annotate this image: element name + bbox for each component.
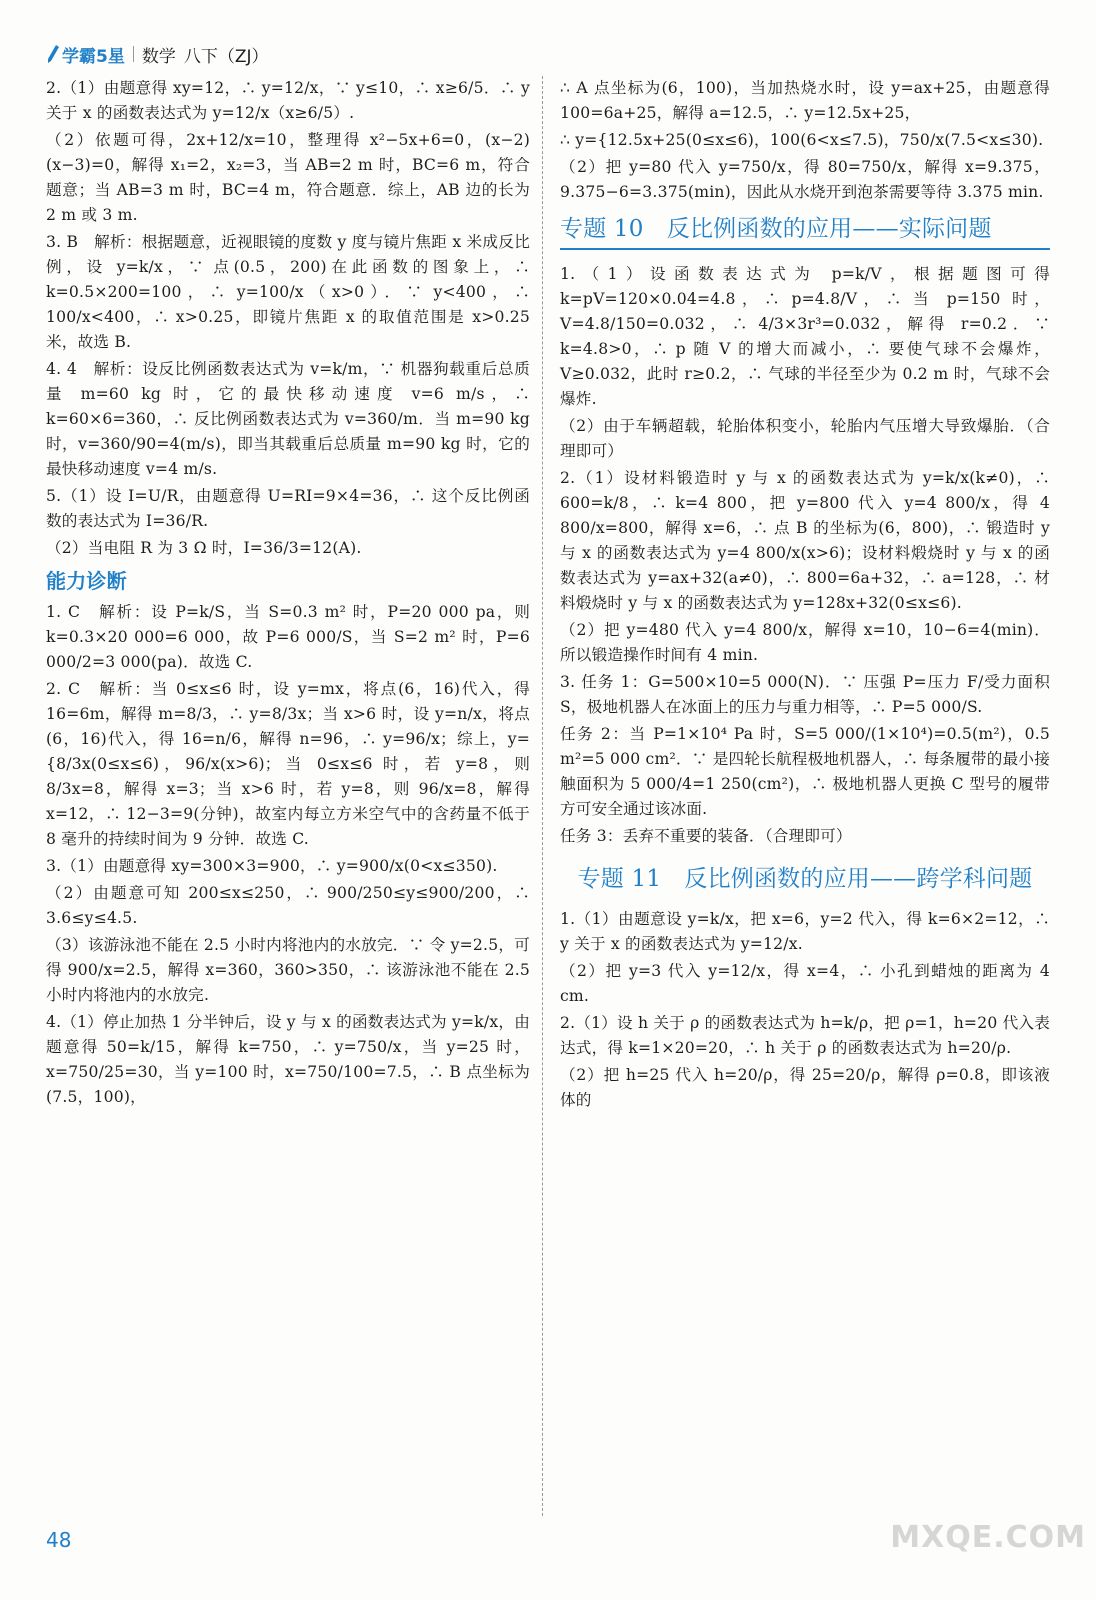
answer-paragraph: （2）当电阻 R 为 3 Ω 时，I=36/3=12(A). bbox=[46, 539, 362, 557]
answer-paragraph: 1. C 解析：设 P=k/S，当 S=0.3 m² 时，P=20 000 pa，则 k=0.3×20 000=6 000，故 P=6 000/S，当 S=2 m² 时，P=6 000/2=3 000(pa)．故选 C. bbox=[46, 603, 530, 671]
answer-paragraph: 4. 4 解析：设反比例函数表达式为 v=k/m，∵ 机器狗载重后总质量 m=60 kg 时，它的最快移动速度 v=6 m/s，∴ k=60×6=360，∴ 反比例函数表达式为 v=360/m．当 m=90 kg 时，v=360/90=4(m/s)，即当其载重后总质量 m=90 kg 时，它的最快移动速度 v=4 m/s. bbox=[46, 360, 530, 478]
answer-paragraph: （2）把 y=480 代入 y=4 800/x，解得 x=10，10−6=4(min)．所以锻造操作时间有 4 min. bbox=[560, 621, 1050, 664]
column-divider bbox=[542, 76, 543, 1516]
header-separator bbox=[133, 46, 134, 62]
brand-name: 学霸5星 bbox=[62, 46, 125, 67]
answer-paragraph: （2）把 h=25 代入 h=20/ρ，得 25=20/ρ，解得 ρ=0.8，即该液体的 bbox=[560, 1066, 1050, 1109]
topic-10-title: 专题 10 反比例函数的应用——实际问题 bbox=[560, 217, 1050, 250]
answer-paragraph: 3.（1）由题意得 xy=300×3=900，∴ y=900/x(0<x≤350). bbox=[46, 857, 498, 875]
answer-paragraph: 4.（1）停止加热 1 分半钟后，设 y 与 x 的函数表达式为 y=k/x，由题意得 50=k/15，解得 k=750，∴ y=750/x，当 y=25 时，x=750/25=30，当 y=100 时，x=750/100=7.5，∴ B 点坐标为(7.5，100)， bbox=[46, 1013, 530, 1106]
answer-paragraph: 2. C 解析：当 0≤x≤6 时，设 y=mx，将点(6，16)代入，得 16=6m，解得 m=8/3，∴ y=8/3x；当 x>6 时，设 y=n/x，将点(6，16)代入，得 16=n/6，解得 n=96，∴ y=96/x；综上，y={8/3x(0≤x≤6)，96/x(x>6)；当 0≤x≤6 时，若 y=8，则 8/3x=8，解得 x=3；当 x>6 时，若 y=8，则 96/x=8，解得 x=12，∴ 12−3=9(分钟)，故室内每立方米空气中的含药量不低于 8 毫升的持续时间为 9 分钟．故选 C. bbox=[46, 680, 530, 848]
answer-paragraph: ∴ y={12.5x+25(0≤x≤6)，100(6<x≤7.5)，750/x(7.5<x≤30). bbox=[560, 131, 1044, 149]
answer-paragraph: 任务 2：当 P=1×10⁴ Pa 时，S=5 000/(1×10⁴)=0.5(m²)，0.5 m²=5 000 cm²．∵ 是四轮长航程极地机器人，∴ 每条履带的最小接触面积为 5 000/4=1 250(cm²)，∴ 极地机器人更换 C 型号的履带方可安全通过该冰面. bbox=[560, 725, 1050, 818]
answer-paragraph: 2.（1）设材料锻造时 y 与 x 的函数表达式为 y=k/x(k≠0)，∴ 600=k/8，∴ k=4 800，把 y=800 代入 y=4 800/x，得 4 800/x=800，解得 x=6，∴ 点 B 的坐标为(6，800)，∴ 锻造时 y 与 x 的函数表达式为 y=4 800/x(x>6)；设材料煅烧时 y 与 x 的函数表达式为 y=ax+32(a≠0)，∴ 800=6a+32，∴ a=128，∴ 材料煅烧时 y 与 x 的函数表达式为 y=128x+32(0≤x≤6). bbox=[560, 469, 1050, 612]
pen-icon bbox=[46, 44, 60, 64]
topic-11-title: 专题 11 反比例函数的应用——跨学科问题 bbox=[577, 866, 1033, 892]
answer-paragraph: 1.（1）由题意设 y=k/x，把 x=6，y=2 代入，得 k=6×2=12，∴ y 关于 x 的函数表达式为 y=12/x. bbox=[560, 910, 1050, 953]
answer-paragraph: （2）由于车辆超载，轮胎体积变小，轮胎内气压增大导致爆胎．（合理即可） bbox=[560, 417, 1050, 460]
answer-paragraph: （2）把 y=3 代入 y=12/x，得 x=4，∴ 小孔到蜡烛的距离为 4 cm. bbox=[560, 962, 1050, 1005]
answer-paragraph: 1.（1）设函数表达式为 p=k/V，根据题图可得 k=pV=120×0.04=4.8，∴ p=4.8/V，∴ 当 p=150 时，V=4.8/150=0.032，∴ 4/3×3r³=0.032，解得 r=0.2．∵ k=4.8>0，∴ p 随 V 的增大而减小，∴ 要使气球不会爆炸，V≥0.032，此时 r≥0.2，∴ 气球的半径至少为 0.2 m 时，气球不会爆炸. bbox=[560, 265, 1050, 408]
left-column bbox=[46, 76, 530, 1112]
answer-paragraph: （2）把 y=80 代入 y=750/x，得 80=750/x，解得 x=9.375，9.375−6=3.375(min)，因此从水烧开到泡茶需要等待 3.375 min. bbox=[560, 158, 1050, 201]
answer-paragraph: 3. 任务 1：G=500×10=5 000(N)．∵ 压强 P=压力 F/受力面积 S，极地机器人在冰面上的压力与重力相等，∴ P=5 000/S. bbox=[560, 673, 1050, 716]
answer-paragraph: （2）依题可得，2x+12/x=10，整理得 x²−5x+6=0，(x−2)(x−3)=0，解得 x₁=2，x₂=3，当 AB=2 m 时，BC=6 m，符合题意；当 AB=3 m 时，BC=4 m，符合题意．综上，AB 边的长为 2 m 或 3 m. bbox=[46, 131, 530, 224]
answer-paragraph: （2）由题意可知 200≤x≤250，∴ 900/250≤y≤900/200，∴ 3.6≤y≤4.5. bbox=[46, 884, 530, 927]
page-header bbox=[46, 40, 269, 68]
answer-paragraph: ∴ A 点坐标为(6，100)，当加热烧水时，设 y=ax+25，由题意得 100=6a+25，解得 a=12.5，∴ y=12.5x+25， bbox=[560, 79, 1050, 122]
subject: 数学 bbox=[141, 46, 176, 67]
answer-paragraph: 2.（1）由题意得 xy=12，∴ y=12/x，∵ y≤10，∴ x≥6/5．∴ y 关于 x 的函数表达式为 y=12/x（x≥6/5）. bbox=[46, 79, 530, 122]
answer-paragraph: 5.（1）设 I=U/R，由题意得 U=RI=9×4=36，∴ 这个反比例函数的表达式为 I=36/R. bbox=[46, 487, 530, 530]
right-column bbox=[560, 76, 1050, 1115]
answer-paragraph: 任务 3：丢弃不重要的装备．（合理即可） bbox=[560, 827, 852, 845]
answer-paragraph: 2.（1）设 h 关于 ρ 的函数表达式为 h=k/ρ，把 ρ=1，h=20 代入表达式，得 k=1×20=20，∴ h 关于 ρ 的函数表达式为 h=20/ρ. bbox=[560, 1014, 1050, 1057]
answer-paragraph: 3. B 解析：根据题意，近视眼镜的度数 y 度与镜片焦距 x 米成反比例，设 y=k/x，∵ 点(0.5，200)在此函数的图象上，∴ k=0.5×200=100，∴ y=100/x（x>0）．∵ y<400，∴ 100/x<400，∴ x>0.25，即镜片焦距 x 的取值范围是 x>0.25 米，故选 B. bbox=[46, 233, 530, 351]
answer-paragraph: （3）该游泳池不能在 2.5 小时内将池内的水放完．∵ 令 y=2.5，可得 900/x=2.5，解得 x=360，360>350，∴ 该游泳池不能在 2.5 小时内将池内的水放完. bbox=[46, 936, 530, 1004]
page-number: 48 bbox=[46, 1528, 72, 1552]
watermark: MXQE.COM bbox=[890, 1520, 1086, 1555]
section-title: 能力诊断 bbox=[46, 569, 127, 593]
grade: 八下（ZJ） bbox=[183, 46, 269, 67]
brand-logo bbox=[46, 42, 125, 67]
